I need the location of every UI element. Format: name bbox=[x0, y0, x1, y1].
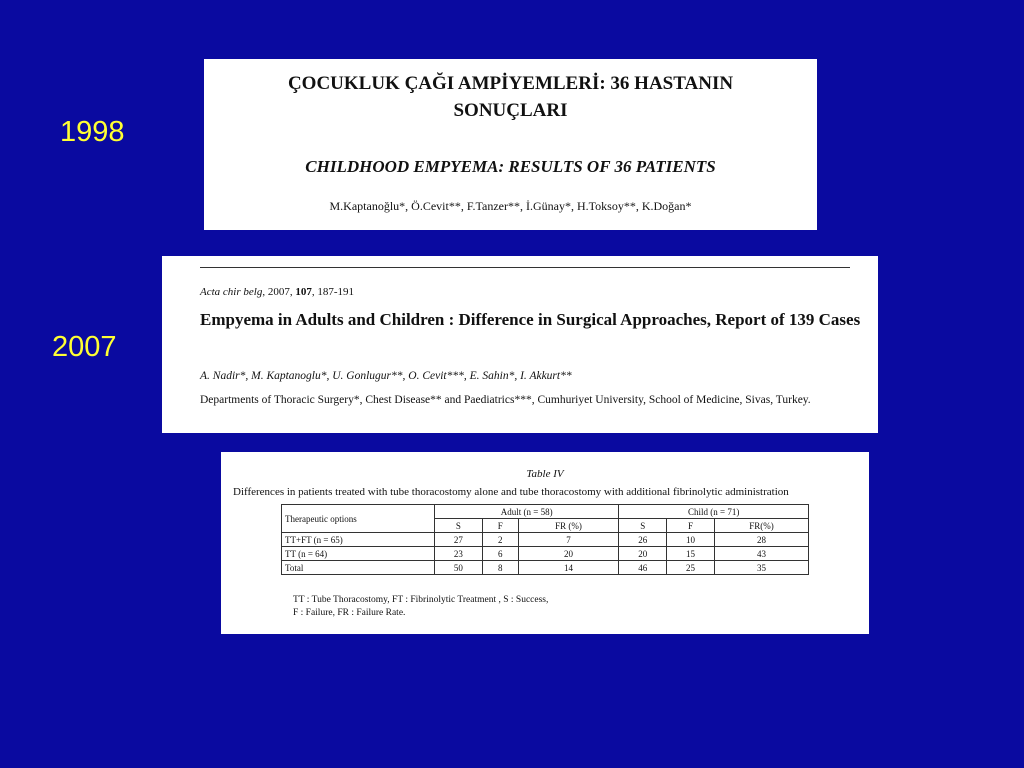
table-caption: Table IV bbox=[526, 468, 564, 480]
table-footnotes bbox=[293, 594, 548, 620]
article-1998-turkish-title-line2: SONUÇLARI bbox=[453, 100, 568, 121]
table-iv-card bbox=[221, 452, 869, 634]
row-label: Total bbox=[282, 561, 435, 575]
table-header-row bbox=[282, 505, 809, 519]
subheader-child-fr: FR(%) bbox=[714, 519, 808, 533]
table-cell: 25 bbox=[667, 561, 715, 575]
table-cell: 46 bbox=[619, 561, 667, 575]
article-2007-card bbox=[162, 256, 878, 433]
article-1998-english-title: CHILDHOOD EMPYEMA: RESULTS OF 36 PATIENTS bbox=[305, 157, 716, 176]
table-cell: 10 bbox=[667, 533, 715, 547]
header-therapeutic-options: Therapeutic options bbox=[282, 505, 435, 533]
results-table bbox=[281, 504, 809, 575]
header-rule bbox=[200, 267, 850, 268]
article-1998-turkish-title-line1: ÇOCUKLUK ÇAĞI AMPİYEMLERİ: 36 HASTANIN bbox=[287, 73, 734, 94]
row-label: TT+FT (n = 65) bbox=[282, 533, 435, 547]
header-adult: Adult (n = 58) bbox=[435, 505, 619, 519]
table-cell: 35 bbox=[714, 561, 808, 575]
article-1998-authors: M.Kaptanoğlu*, Ö.Cevit**, F.Tanzer**, İ.Günay*, H.Toksoy**, K.Doğan* bbox=[329, 199, 692, 213]
table-cell: 28 bbox=[714, 533, 808, 547]
table-cell: 26 bbox=[619, 533, 667, 547]
year-label-2007: 2007 bbox=[52, 331, 117, 363]
year-label-1998: 1998 bbox=[60, 116, 125, 148]
table-cell: 27 bbox=[435, 533, 483, 547]
subheader-child-f: F bbox=[667, 519, 715, 533]
header-child: Child (n = 71) bbox=[619, 505, 809, 519]
article-1998-card bbox=[204, 59, 817, 230]
footnote-line1: TT : Tube Thoracostomy, FT : Fibrinolytic Treatment , S : Success, bbox=[293, 595, 549, 605]
journal-name: Acta chir belg bbox=[200, 286, 263, 298]
subheader-adult-f: F bbox=[482, 519, 518, 533]
subheader-adult-s: S bbox=[435, 519, 483, 533]
table-cell: 50 bbox=[435, 561, 483, 575]
row-label: TT (n = 64) bbox=[282, 547, 435, 561]
table-description: Differences in patients treated with tube thoracostomy alone and tube thoracostomy with additional fibrinolytic administration bbox=[233, 486, 789, 498]
table-cell: 2 bbox=[482, 533, 518, 547]
journal-year: , 2007, bbox=[262, 286, 296, 298]
table-cell: 43 bbox=[714, 547, 808, 561]
article-2007-title: Empyema in Adults and Children : Difference in Surgical Approaches, Report of 139 Cases bbox=[200, 310, 861, 329]
article-2007-departments: Departments of Thoracic Surgery*, Chest Disease** and Paediatrics***, Cumhuriyet University, School of Medicine, Sivas, Turkey. bbox=[200, 394, 811, 406]
table-row bbox=[282, 561, 809, 575]
subheader-child-s: S bbox=[619, 519, 667, 533]
table-cell: 23 bbox=[435, 547, 483, 561]
table-cell: 14 bbox=[518, 561, 619, 575]
table-cell: 7 bbox=[518, 533, 619, 547]
journal-volume: 107 bbox=[295, 286, 312, 298]
footnote-line2: F : Failure, FR : Failure Rate. bbox=[293, 608, 406, 618]
journal-pages: , 187-191 bbox=[311, 286, 354, 298]
table-cell: 15 bbox=[667, 547, 715, 561]
table-row bbox=[282, 533, 809, 547]
table-cell: 8 bbox=[482, 561, 518, 575]
table-cell: 6 bbox=[482, 547, 518, 561]
table-cell: 20 bbox=[518, 547, 619, 561]
journal-citation bbox=[200, 286, 354, 298]
table-row bbox=[282, 547, 809, 561]
table-cell: 20 bbox=[619, 547, 667, 561]
article-2007-authors: A. Nadir*, M. Kaptanoglu*, U. Gonlugur**, O. Cevit***, E. Sahin*, I. Akkurt** bbox=[200, 370, 572, 382]
subheader-adult-fr: FR (%) bbox=[518, 519, 619, 533]
